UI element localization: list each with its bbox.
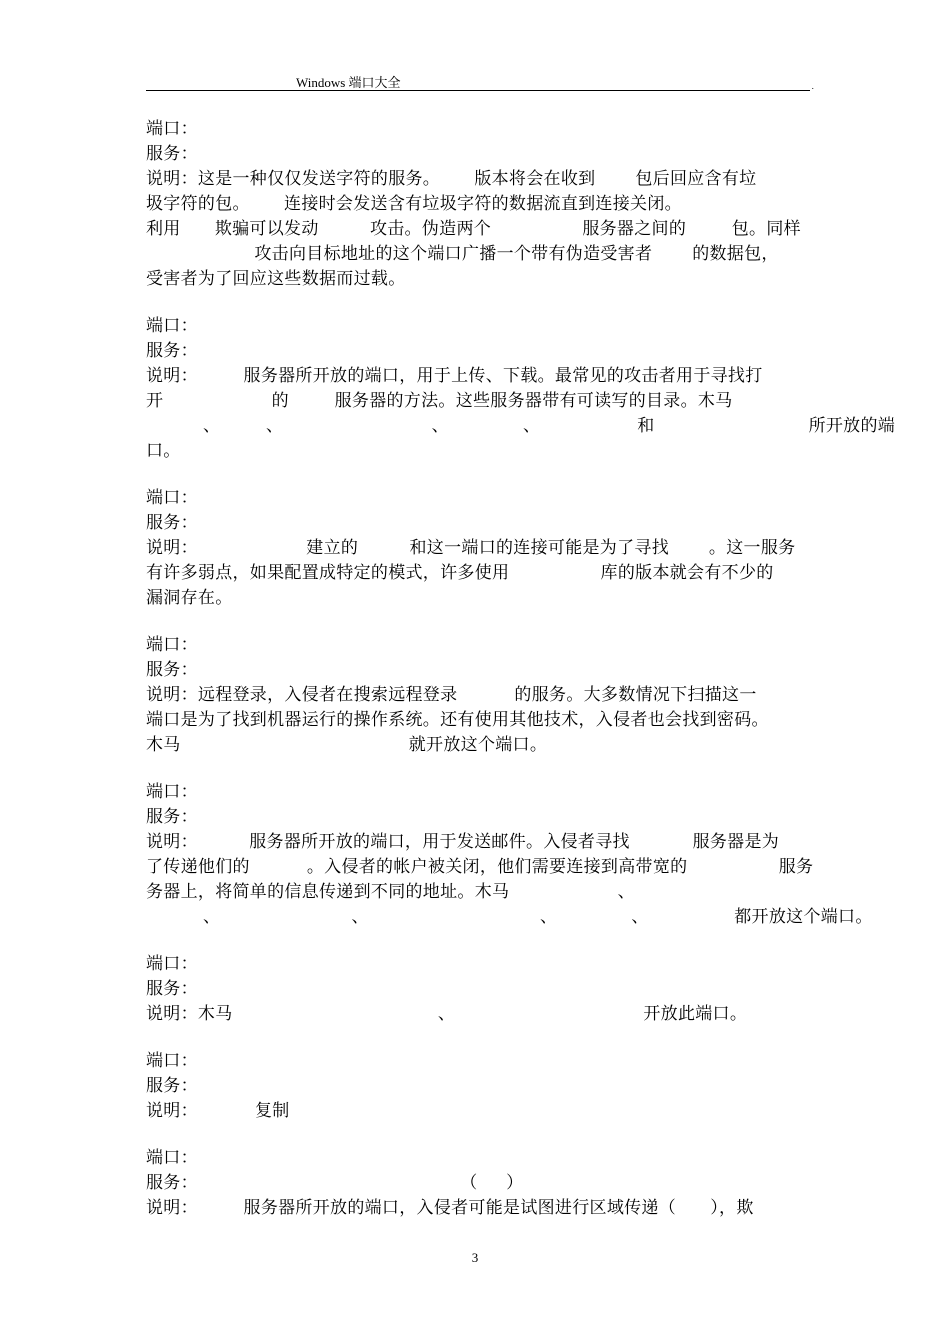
text-line: 利用 欺骗可以发动 攻击。伪造两个 服务器之间的 包。同样 <box>146 219 801 239</box>
text-line: 了传递他们的 。入侵者的帐户被关闭，他们需要连接到高带宽的 服务 <box>146 857 814 877</box>
text-line: 圾字符的包。 连接时会发送含有垃圾字符的数据流直到连接关闭。 <box>146 194 682 214</box>
text-line: 说明：木马 、 开放此端口。 <box>146 1004 748 1024</box>
text-line: 受害者为了回应这些数据而过载。 <box>146 269 406 289</box>
text-line: 说明： 服务器所开放的端口，用于上传、下载。最常见的攻击者用于寻找打 <box>146 366 763 386</box>
text-line: 有许多弱点，如果配置成特定的模式，许多使用 库的版本就会有不少的 <box>146 563 774 583</box>
header-mark: . <box>811 82 814 91</box>
text-line: 说明：这是一种仅仅发送字符的服务。 版本将会在收到 包后回应含有垃 <box>146 169 757 189</box>
text-line: 服务： （ ） <box>146 1173 524 1193</box>
text-line: 端口： <box>146 1148 198 1168</box>
text-line: 服务： <box>146 807 198 827</box>
text-line: 、 、 、 、 和 所开放的端 <box>146 416 896 436</box>
text-line: 服务： <box>146 513 198 533</box>
text-line: 端口： <box>146 782 198 802</box>
text-line: 说明：远程登录，入侵者在搜索远程登录 的服务。大多数情况下扫描这一 <box>146 685 757 705</box>
text-line: 端口： <box>146 635 198 655</box>
text-line: 务器上，将简单的信息传递到不同的地址。木马 、 <box>146 882 635 902</box>
page-header <box>146 70 814 91</box>
text-line: 服务： <box>146 144 198 164</box>
text-line: 服务： <box>146 660 198 680</box>
text-line: 说明： 服务器所开放的端口，用于发送邮件。入侵者寻找 服务器是为 <box>146 832 780 852</box>
text-line: 端口： <box>146 488 198 508</box>
text-line: 服务： <box>146 979 198 999</box>
text-line: 说明： 复制 <box>146 1101 290 1121</box>
text-line: 木马 就开放这个端口。 <box>146 735 548 755</box>
text-line: 端口是为了找到机器运行的操作系统。还有使用其他技术，入侵者也会找到密码。 <box>146 710 769 730</box>
page-number: 3 <box>471 1250 479 1265</box>
text-line: 攻击向目标地址的这个端口广播一个带有伪造受害者 的数据包， <box>146 244 779 264</box>
text-line: 开 的 服务器的方法。这些服务器带有可读写的目录。木马 <box>146 391 733 411</box>
text-line: 漏洞存在。 <box>146 588 233 608</box>
text-line: 口。 <box>146 441 181 461</box>
text-line: 端口： <box>146 316 198 336</box>
text-line: 端口： <box>146 1051 198 1071</box>
text-line: 、 、 、 、 都开放这个端口。 <box>146 907 873 927</box>
text-line: 说明： 服务器所开放的端口，入侵者可能是试图进行区域传递（ ），欺 <box>146 1198 754 1218</box>
text-line: 说明： 建立的 和这一端口的连接可能是为了寻找 。这一服务 <box>146 538 796 558</box>
text-line: 端口： <box>146 954 198 974</box>
text-line: 端口： <box>146 119 198 139</box>
header-title: Windows 端口大全 <box>296 75 401 90</box>
text-line: 服务： <box>146 1076 198 1096</box>
text-line: 服务： <box>146 341 198 361</box>
